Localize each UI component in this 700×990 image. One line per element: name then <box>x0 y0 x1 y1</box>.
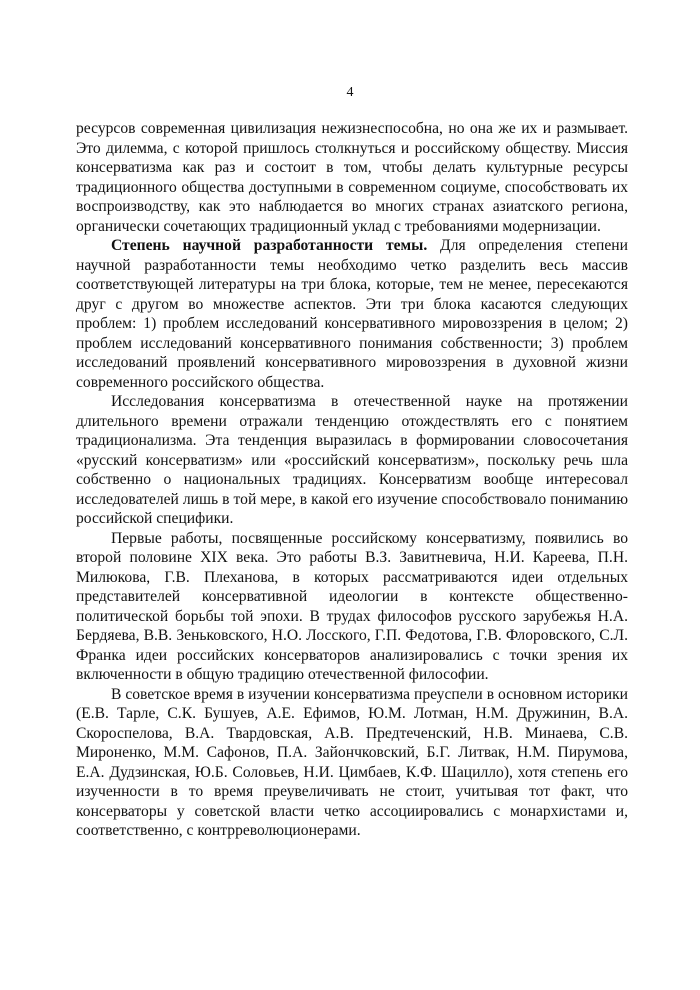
page-number: 4 <box>346 85 354 100</box>
paragraph-text: Исследования консерватизма в отечественной науке на протяжении длительного времени отражали тенденцию отождествлять его с понятием традиционализма. Эта тенденция выразилась в формировании словосочетания «русский консерватизм» или «российский консерватизм», поскольку речь шла собственно о национальных традициях. Консерватизм вообще интересовал исследователей лишь в той мере, в какой его изучение способствовало пониманию российской специфики. <box>76 393 628 527</box>
paragraph-text: В советское время в изучении консерватизма преуспели в основном историки (Е.В. Тарле, С.К. Бушуев, А.Е. Ефимов, Ю.М. Лотман, Н.М. Дружинин, В.А. Скороспелова, В.А. Твардовская, А.В. Предтеченский, Н.В. Минаева, С.В. Мироненко, М.М. Сафонов, П.А. Зайончковский, Б.Г. Литвак, Н.М. Пирумова, Е.А. Дудзинская, Ю.Б. Соловьев, Н.И. Цимбаев, К.Ф. Шацилло), хотя степень его изученности в то время преувеличивать не стоит, учитывая тот факт, что консерваторы у советской власти четко ассоциировались с монархистами и, соответственно, с контрреволюционерами. <box>76 685 628 839</box>
paragraph-text: ресурсов современная цивилизация нежизнеспособна, но она же их и размывает. Это дилемма, с которой пришлось столкнуться и российскому обществу. Миссия консерватизма как раз и состоит в том, чтобы делать культурные ресурсы традиционного общества доступными в современном социуме, способствовать их воспроизводству, как это наблюдается во многих странах азиатского региона, органически сочетающих традиционный уклад с требованиями модернизации. <box>76 120 628 235</box>
paragraph-first-works <box>76 529 628 685</box>
paragraph-text: Для определения степени научной разработанности темы необходимо четко разделить весь массив соответствующей литературы на три блока, которые, тем не менее, пересекаются друг с другом во множестве аспектов. Эти три блока касаются следующих проблем: 1) проблем исследований консервативного мировоззрения в целом; 2) проблем исследований консервативного понимания собственности; 3) проблем исследований проявлений консервативного мировоззрения в духовной жизни современного российского общества. <box>76 237 628 391</box>
paragraph-research-degree <box>76 236 628 392</box>
paragraph-text: Первые работы, посвященные российскому консерватизму, появились во второй половине XIX века. Это работы В.З. Завитневича, Н.И. Кареева, П.Н. Милюкова, Г.В. Плеханова, в которых рассматриваются идеи отдельных представителей консервативной идеологии в контексте общественно-политической борьбы той эпохи. В трудах философов русского зарубежья Н.А. Бердяева, В.В. Зеньковского, Н.О. Лосского, Г.П. Федотова, Г.В. Флоровского, С.Л. Франка идеи российских консерваторов анализировались с точки зрения их включенности в общую традицию отечественной философии. <box>76 529 628 683</box>
paragraph-resources <box>76 119 628 236</box>
document-body <box>76 119 628 841</box>
paragraph-soviet-period <box>76 685 628 841</box>
paragraph-conservatism-research <box>76 392 628 529</box>
section-heading: Степень научной разработанности темы. <box>111 237 428 254</box>
